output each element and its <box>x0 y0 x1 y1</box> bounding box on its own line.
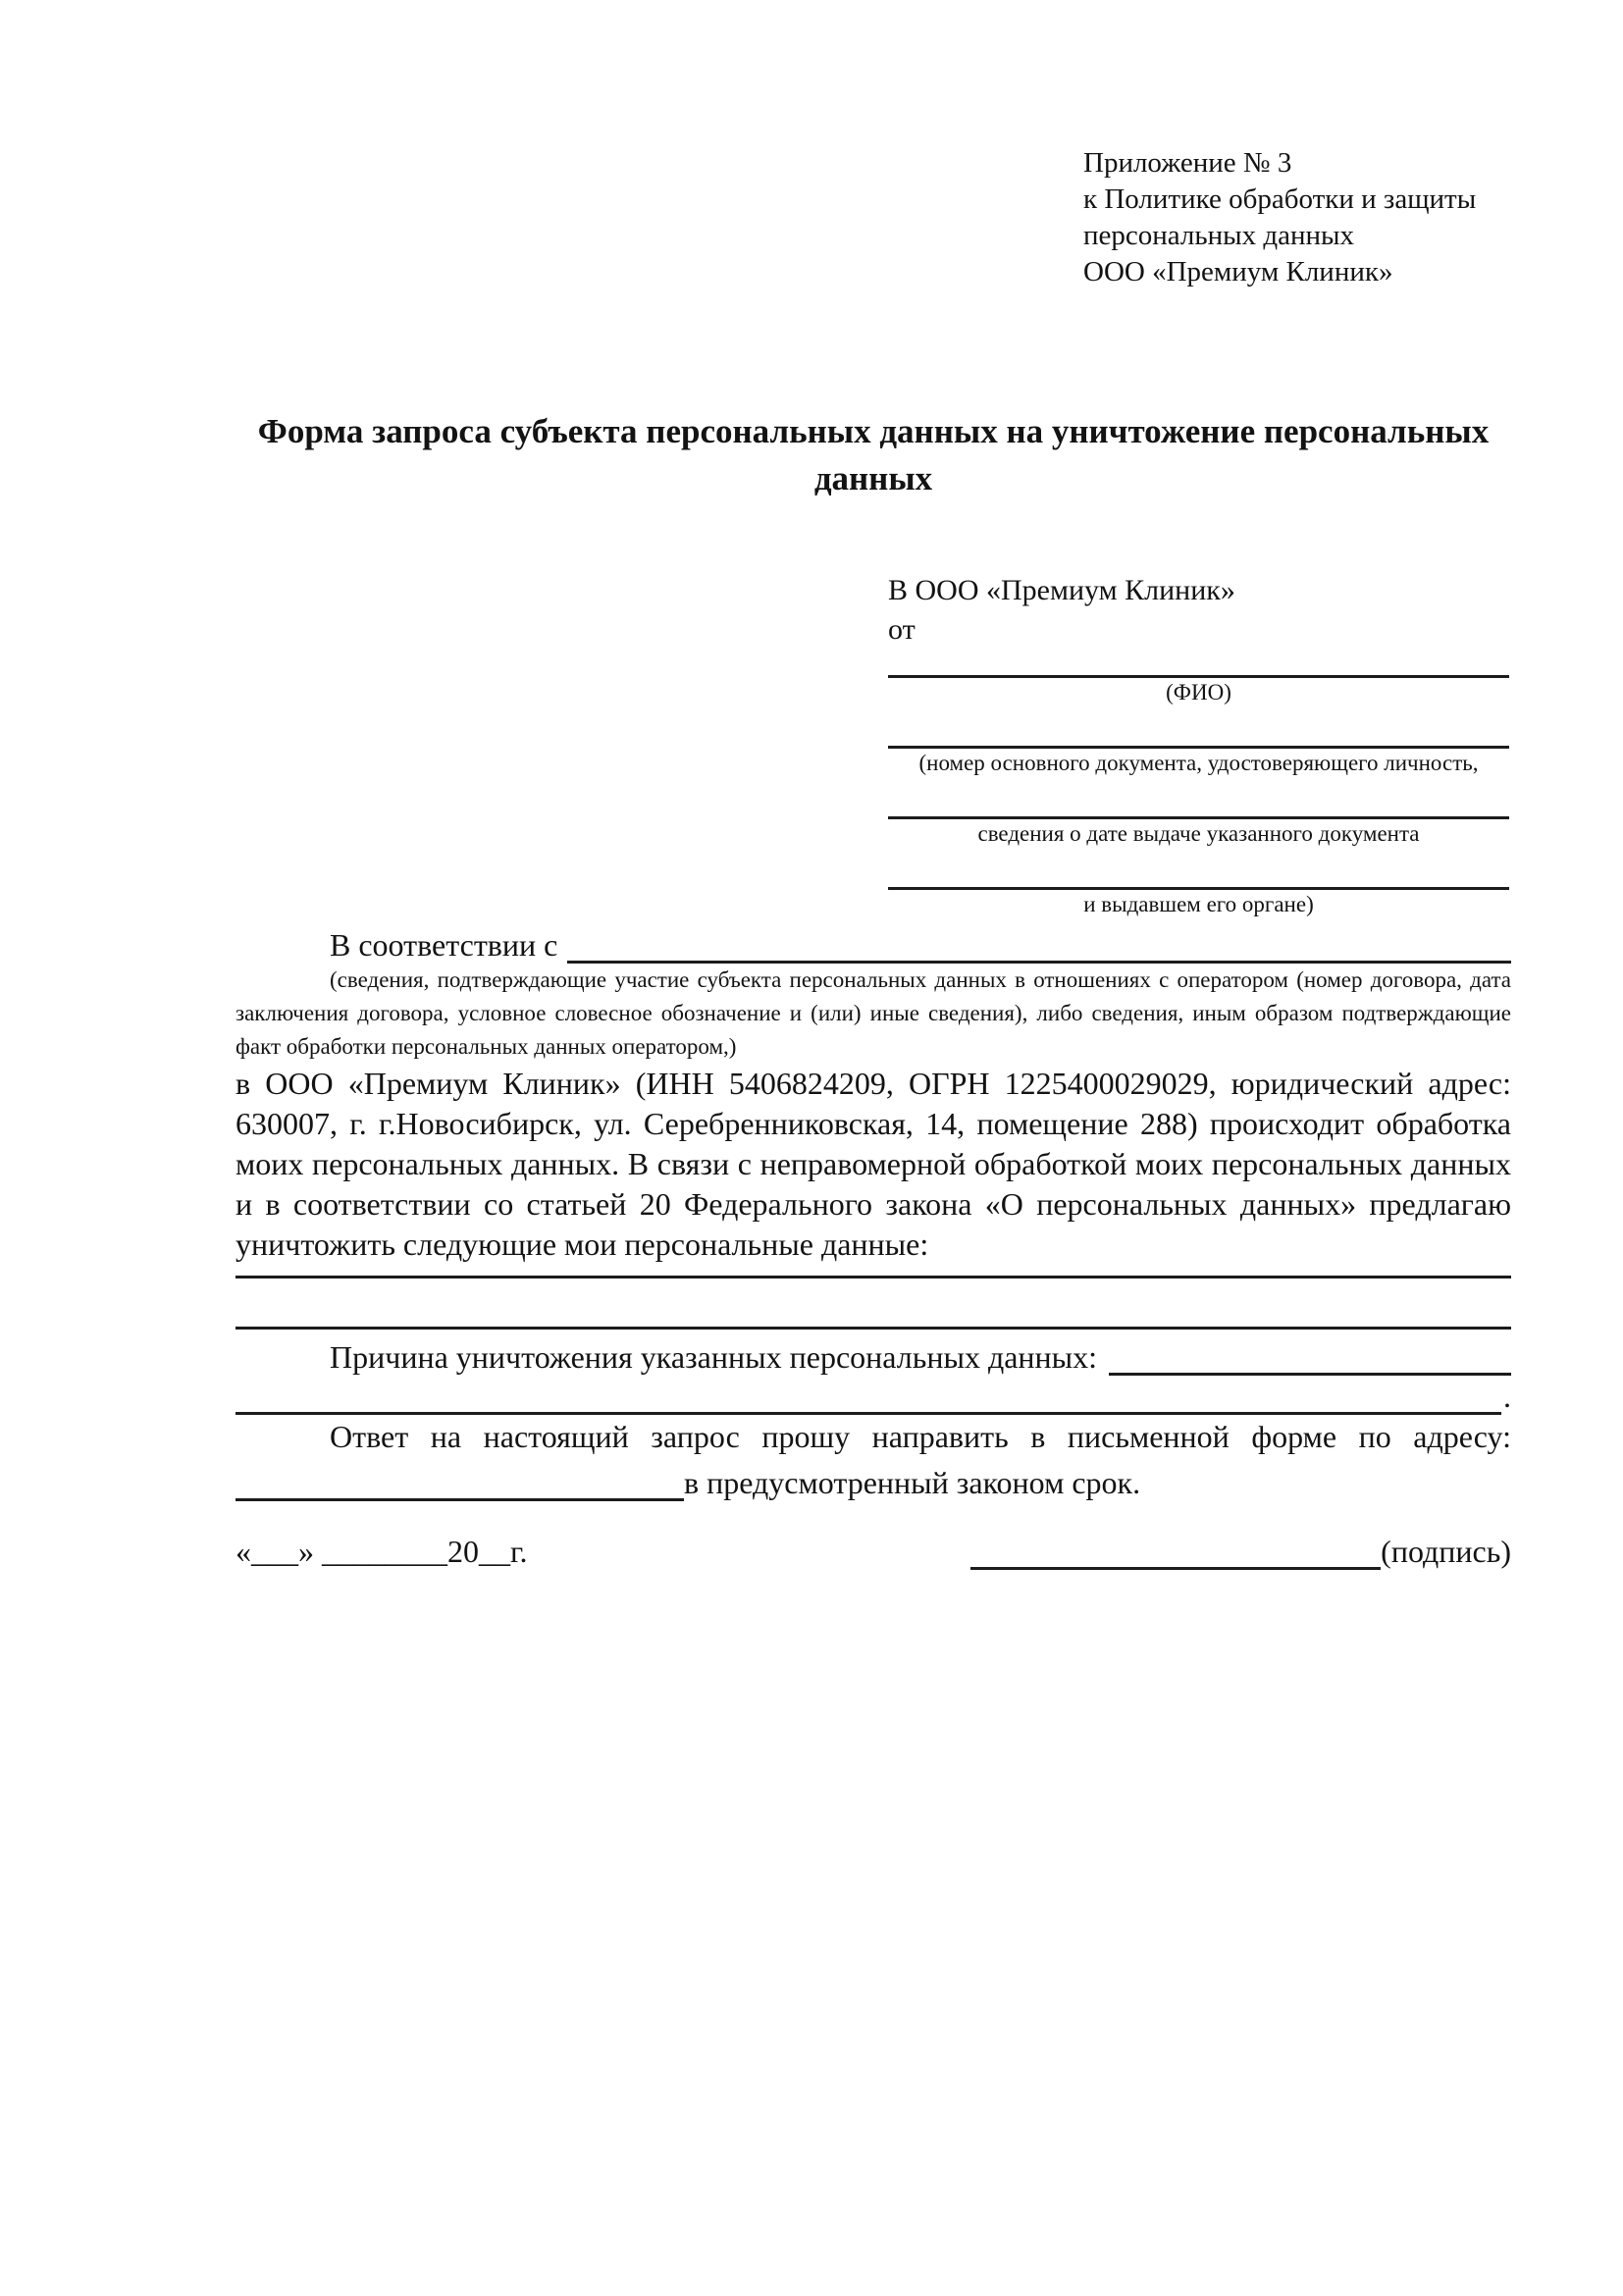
addressee-from-label: от <box>888 613 916 646</box>
document-issue-date-caption: сведения о дате выдаче указанного документа <box>977 821 1420 846</box>
appendix-header-line: к Политике обработки и защиты <box>1083 183 1477 215</box>
date-template: «___» ________20__г. <box>236 1534 528 1569</box>
body-block <box>236 922 1511 1501</box>
document-number-blank-line <box>888 707 1509 749</box>
response-address-row <box>236 1458 1511 1501</box>
personal-data-blank-line <box>236 1265 1511 1278</box>
response-tail-text: в предусмотренный законом срок. <box>684 1465 1141 1500</box>
accordance-footnote: (сведения, подтверждающие участие субъекта персональных данных в отношениях с оператором (номер договора, дата заключения договора, условное словесное обозначение и (или) иные сведения), либо сведения, иным образом подтверждающие факт обработки персональных данных оператором,) <box>236 967 1511 1059</box>
issuing-authority-blank-line <box>888 849 1509 890</box>
address-blank-line <box>236 1498 684 1501</box>
reason-blank-line <box>1109 1373 1511 1376</box>
signature-area <box>970 1531 1511 1570</box>
date-signature-row <box>236 1525 1511 1570</box>
addressee-organization: В ООО «Премиум Клиник» <box>888 574 1235 606</box>
response-request-text: Ответ на настоящий запрос прошу направить в письменной форме по адресу: <box>330 1419 1511 1454</box>
reason-row <box>236 1330 1511 1376</box>
personal-data-blank-line <box>236 1278 1511 1330</box>
appendix-header-line: Приложение № 3 <box>1083 147 1292 179</box>
appendix-header-line: персональных данных <box>1083 220 1355 251</box>
accordance-label: В соответствии с <box>330 927 558 963</box>
page-title: Форма запроса субъекта персональных данных на уничтожение персональных данных <box>257 412 1490 497</box>
document-issue-date-blank-line <box>888 778 1509 819</box>
reason-period: . <box>1503 1379 1511 1414</box>
signature-caption: (подпись) <box>1381 1534 1511 1569</box>
appendix-header-line: ООО «Премиум Клиник» <box>1083 256 1393 287</box>
issuing-authority-caption: и выдавшем его органе) <box>1083 892 1314 916</box>
reason-label: Причина уничтожения указанных персональных данных: <box>330 1339 1098 1375</box>
document-number-caption: (номер основного документа, удостоверяющего личность, <box>918 751 1479 775</box>
fio-caption: (ФИО) <box>1166 680 1231 704</box>
main-paragraph: в ООО «Премиум Клиник» (ИНН 5406824209, ОГРН 1225400029029, юридический адрес: 630007, г. г.Новосибирск, ул. Серебренниковская, 14, помещение 288) происходит обработка моих персональных данных. В связи с неправомерной обработкой моих персональных данных и в соответствии со статьей 20 Федерального закона «О персональных данных» предлагаю уничтожить следующие мои персональные данные: <box>236 1066 1511 1262</box>
accordance-row <box>236 922 1511 964</box>
fio-blank-line <box>888 651 1509 678</box>
addressee-block <box>888 572 1509 919</box>
appendix-header <box>1083 145 1476 290</box>
reason-continuation-row <box>236 1376 1511 1415</box>
signature-blank-line <box>970 1531 1381 1570</box>
